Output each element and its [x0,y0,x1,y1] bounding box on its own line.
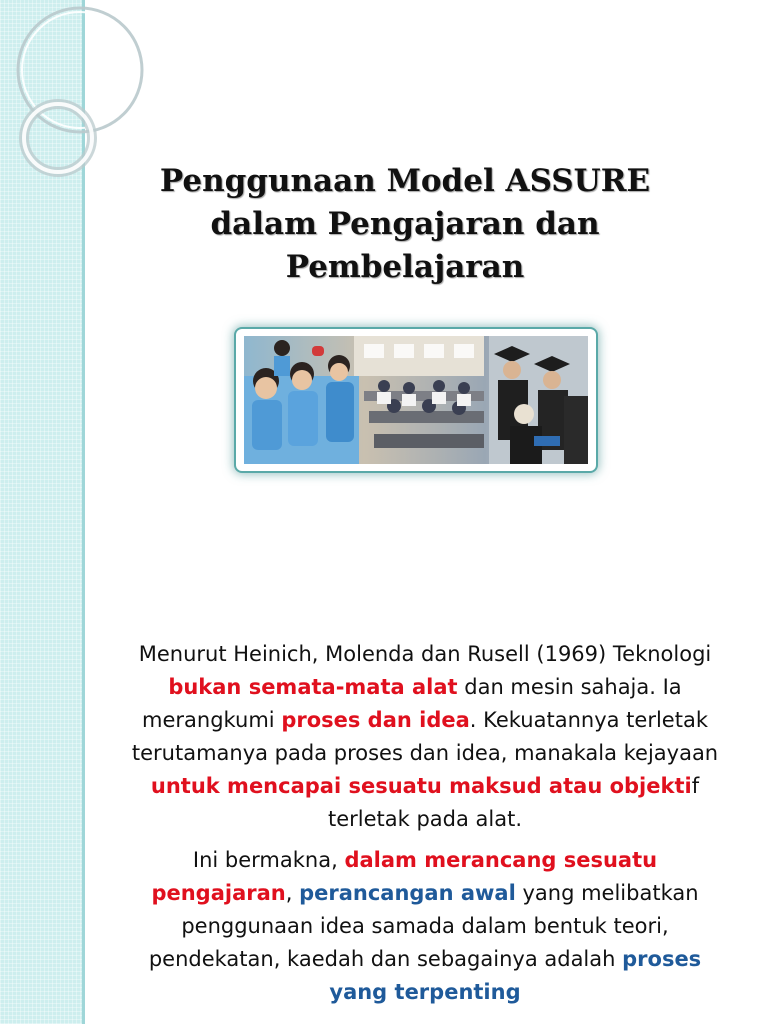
title-line-1: Penggunaan Model ASSURE [159,163,651,199]
photo-frame [236,329,596,471]
title-line-2: dalam Pengajaran dan [210,206,600,242]
p2-text-1: Ini bermakna, [192,848,345,872]
p2-highlight-1: dalam merancang sesuatu pengajaran [151,848,658,905]
p2-highlight-3: proses yang terpenting [329,947,702,1004]
p1-highlight-1: bukan semata-mata alat [168,675,458,699]
slide-title [100,160,710,289]
slide-body [130,638,720,1009]
paragraph-definition [130,638,720,836]
title-line-3: Pembelajaran [285,249,525,285]
p2-text-2: , [285,881,300,905]
p2-text-3: yang melibatkan penggunaan idea samada dalam bentuk teori, pendekatan, kaedah dan sebagainya adalah [148,881,699,971]
p1-text-3: . Kekuatannya terletak terutamanya pada proses dan idea, manakala kejayaan [131,708,719,765]
p1-text-4: f terletak pada alat. [327,774,700,831]
p2-highlight-2: perancangan awal [299,881,516,905]
p1-highlight-3: untuk mencapai sesuatu maksud atau objekti [150,774,692,798]
p1-highlight-2: proses dan idea [281,708,470,732]
paragraph-meaning [130,844,720,1009]
classroom-photo [244,336,588,464]
p1-text-2: dan mesin sahaja. Ia merangkumi [142,675,682,732]
p1-text-1: Menurut Heinich, Molenda dan Rusell (1969) Teknologi [138,642,712,666]
photo-collage-image [244,336,588,464]
